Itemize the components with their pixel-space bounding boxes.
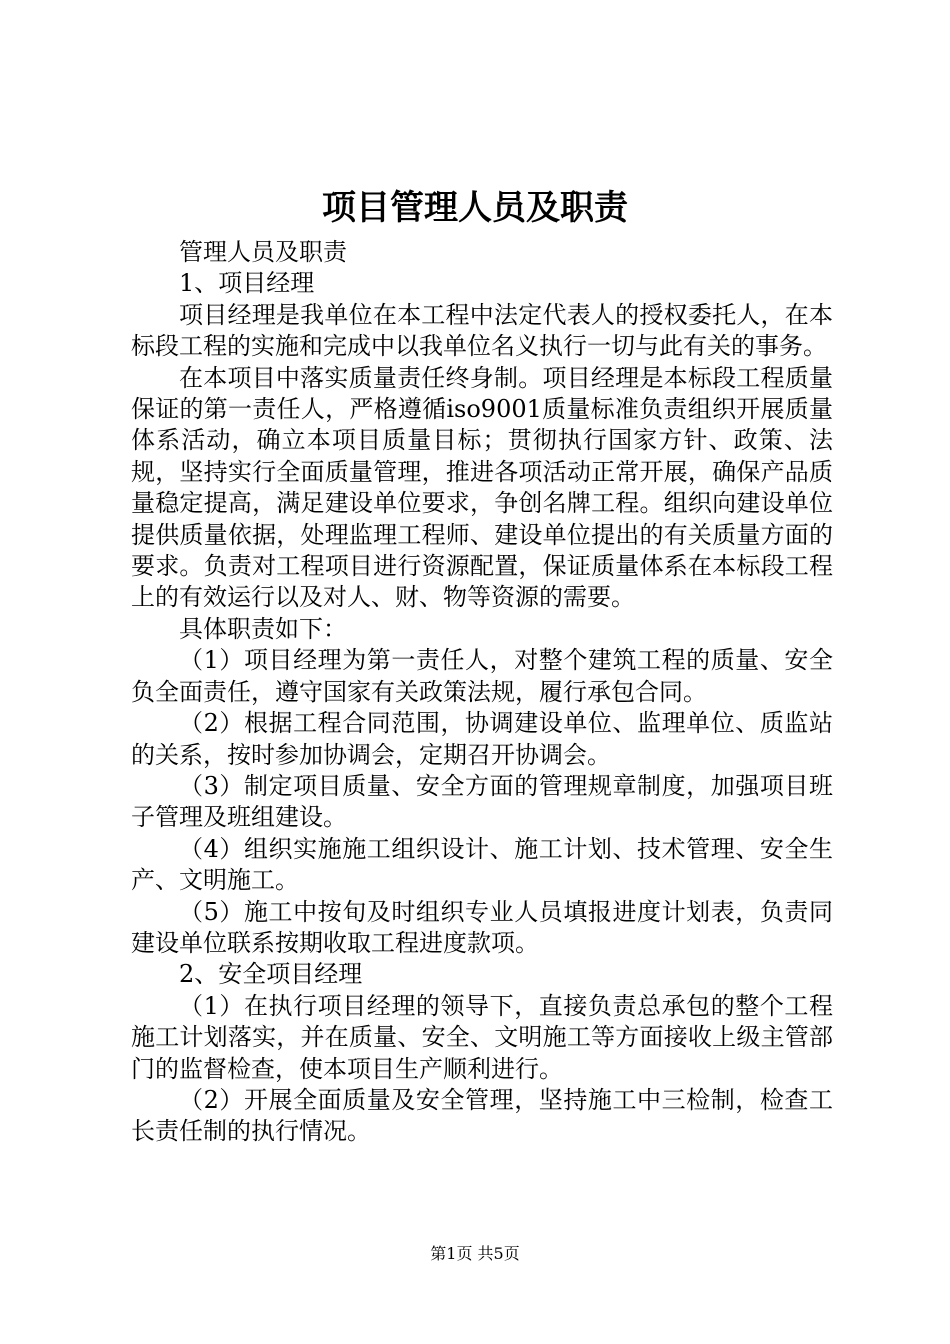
- list-item: （1）项目经理为第一责任人，对整个建筑工程的质量、安全负全面责任，遵守国家有关政策法规，履行承包合同。: [131, 646, 833, 706]
- section-heading: 2、安全项目经理: [179, 960, 363, 989]
- paragraph: 具体职责如下：: [179, 614, 347, 643]
- section-heading: 1、项目经理: [179, 269, 315, 298]
- page-footer: 第1页 共5页: [430, 1244, 520, 1263]
- list-item: （2）开展全面质量及安全管理，坚持施工中三检制，检查工长责任制的执行情况。: [131, 1085, 833, 1146]
- paragraph: 在本项目中落实质量责任终身制。项目经理是本标段工程质量保证的第一责任人，严格遵循iso9001质量标准负责组织开展质量体系活动，确立本项目质量目标；贯彻执行国家方针、政策、法规，坚持实行全面质量管理，推进各项活动正常开展，确保产品质量稳定提高，满足建设单位要求，争创名牌工程。组织向建设单位提供质量依据，处理监理工程师、建设单位提出的有关质量方面的要求。负责对工程项目进行资源配置，保证质量体系在本标段工程上的有效运行以及对人、财、物等资源的需要。: [131, 363, 833, 612]
- document-body: [131, 237, 833, 1148]
- document-title: 项目管理人员及职责: [322, 188, 628, 228]
- list-item: （1）在执行项目经理的领导下，直接负责总承包的整个工程施工计划落实，并在质量、安全、文明施工等方面接收上级主管部门的监督检查，使本项目生产顺利进行。: [131, 991, 833, 1083]
- list-item: （5）施工中按旬及时组织专业人员填报进度计划表，负责同建设单位联系按期收取工程进度款项。: [131, 897, 833, 957]
- list-item: （2）根据工程合同范围，协调建设单位、监理单位、质监站的关系，按时参加协调会，定期召开协调会。: [131, 709, 833, 769]
- list-item: （3）制定项目质量、安全方面的管理规章制度，加强项目班子管理及班组建设。: [131, 771, 833, 832]
- list-item: （4）组织实施施工组织设计、施工计划、技术管理、安全生产、文明施工。: [131, 834, 833, 895]
- paragraph: 管理人员及职责: [179, 238, 347, 266]
- paragraph: 项目经理是我单位在本工程中法定代表人的授权委托人，在本标段工程的实施和完成中以我单位名义执行一切与此有关的事务。: [131, 300, 833, 361]
